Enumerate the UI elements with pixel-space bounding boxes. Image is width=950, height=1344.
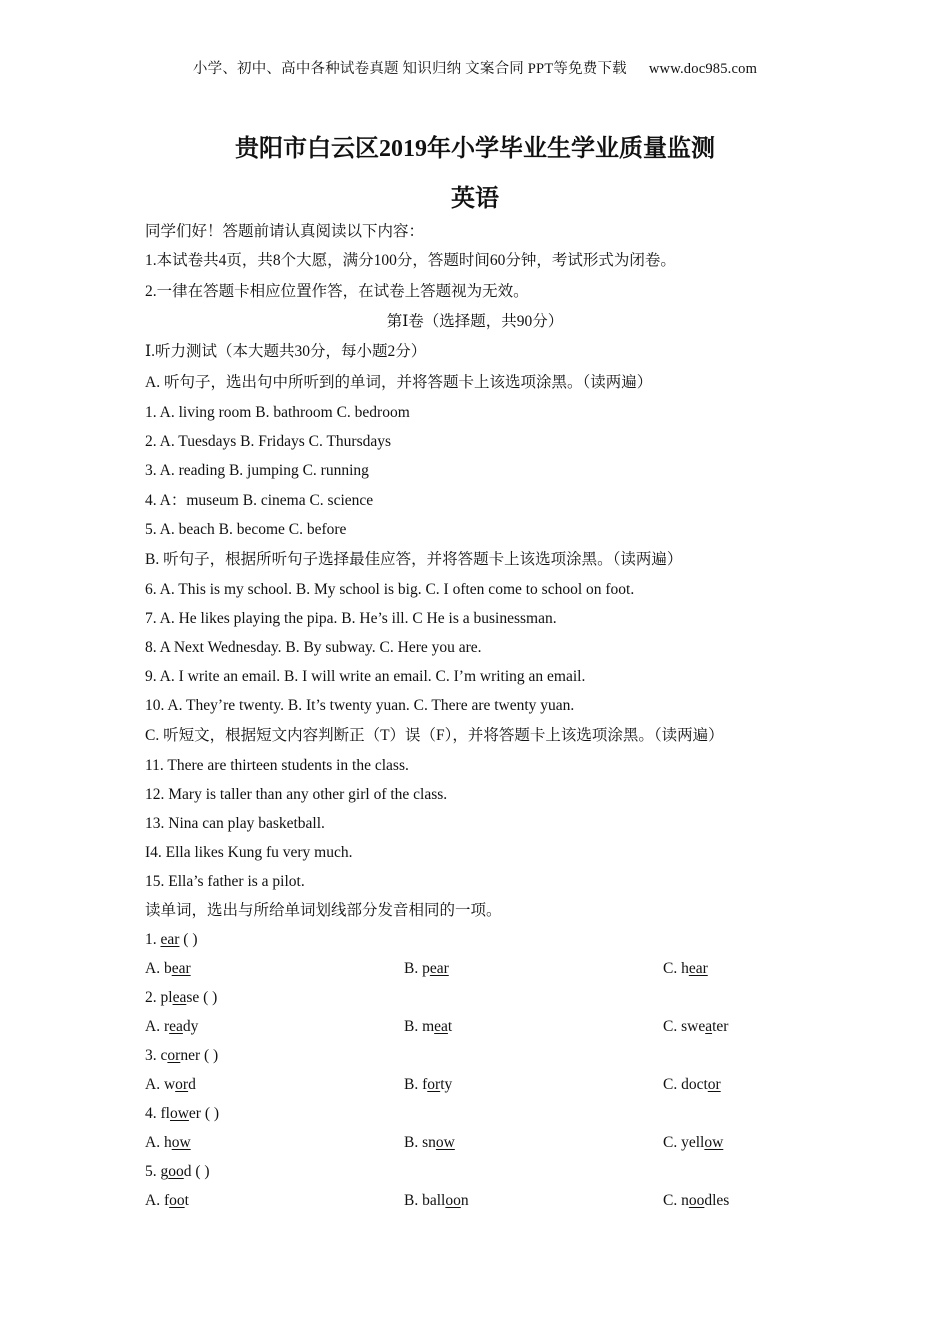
phonics-option: A. bear xyxy=(145,960,191,977)
phonics-question-3: 3. corner ( ) xyxy=(145,1047,219,1064)
phonics-option: A. word xyxy=(145,1076,196,1093)
phonics-option: B. snow xyxy=(404,1134,455,1151)
question-4: 4. A：museum B. cinema C. science xyxy=(145,492,374,509)
section-a-instruction: A. 听句子，选出句中所听到的单词，并将答题卡上该选项涂黑。（读两遍） xyxy=(145,374,653,391)
intro-greeting: 同学们好！答题前请认真阅读以下内容： xyxy=(145,223,425,240)
question-6: 6. A. This is my school. B. My school is big. C. I often come to school on foot. xyxy=(145,581,635,598)
question-15: 15. Ella’s father is a pilot. xyxy=(145,873,305,890)
section-1-heading: Ⅰ.听力测试（本大题共30分，每小题2分） xyxy=(145,343,427,360)
phonics-question-1: 1. ear ( ) xyxy=(145,931,198,948)
intro-note-1: 1.本试卷共4页，共8个大愿，满分100分，答题时间60分钟，考试形式为闭卷。 xyxy=(145,252,676,269)
question-3: 3. A. reading B. jumping C. running xyxy=(145,462,369,479)
part-1-heading: 第Ⅰ卷（选择题，共90分） xyxy=(386,313,564,330)
question-9: 9. A. I write an email. B. I will write an email. C. I’m writing an email. xyxy=(145,668,586,685)
phonics-option: B. forty xyxy=(404,1076,453,1093)
phonics-option: B. meat xyxy=(404,1018,453,1035)
phonics-option: A. foot xyxy=(145,1192,189,1209)
header-text: 小学、初中、高中各种试卷真题 知识归纳 文案合同 PPT等免费下载 xyxy=(192,61,627,77)
question-11: 11. There are thirteen students in the class. xyxy=(145,757,409,774)
exam-subject: 英语 xyxy=(451,186,499,212)
question-1: 1. A. living room B. bathroom C. bedroom xyxy=(145,404,410,421)
page-header xyxy=(0,57,950,78)
phonics-option: B. balloon xyxy=(404,1192,469,1209)
phonics-option: C. noodles xyxy=(663,1192,730,1209)
phonics-instruction: 读单词，选出与所给单词划线部分发音相同的一项。 xyxy=(145,902,502,919)
section-b-instruction: B. 听句子，根据所听句子选择最佳应答，并将答题卡上该选项涂黑。（读两遍） xyxy=(145,551,683,568)
phonics-question-2: 2. please ( ) xyxy=(145,989,218,1006)
header-site: www.doc985.com xyxy=(648,61,758,77)
phonics-question-4: 4. flower ( ) xyxy=(145,1105,220,1122)
question-2: 2. A. Tuesdays B. Fridays C. Thursdays xyxy=(145,433,392,450)
question-13: 13. Nina can play basketball. xyxy=(145,815,325,832)
phonics-option: C. sweater xyxy=(663,1018,729,1035)
phonics-option: C. yellow xyxy=(663,1134,724,1151)
phonics-option: C. doctor xyxy=(663,1076,721,1093)
question-5: 5. A. beach B. become C. before xyxy=(145,521,347,538)
phonics-option: C. hear xyxy=(663,960,708,977)
phonics-question-5: 5. good ( ) xyxy=(145,1163,210,1180)
question-10: 10. A. They’re twenty. B. It’s twenty yuan. C. There are twenty yuan. xyxy=(145,697,575,714)
phonics-option: A. how xyxy=(145,1134,191,1151)
exam-title: 贵阳市白云区2019年小学毕业生学业质量监测 xyxy=(235,136,715,162)
question-7: 7. A. He likes playing the pipa. B. He’s ill. C He is a businessman. xyxy=(145,610,557,627)
question-8: 8. A Next Wednesday. B. By subway. C. Here you are. xyxy=(145,639,482,656)
intro-note-2: 2.一律在答题卡相应位置作答，在试卷上答题视为无效。 xyxy=(145,283,529,300)
section-c-instruction: C. 听短文，根据短文内容判断正（T）误（F），并将答题卡上该选项涂黑。（读两遍） xyxy=(145,727,724,744)
question-12: 12. Mary is taller than any other girl of the class. xyxy=(145,786,448,803)
phonics-option: A. ready xyxy=(145,1018,199,1035)
phonics-option: B. pear xyxy=(404,960,449,977)
question-14: I4. Ella likes Kung fu very much. xyxy=(145,844,353,861)
